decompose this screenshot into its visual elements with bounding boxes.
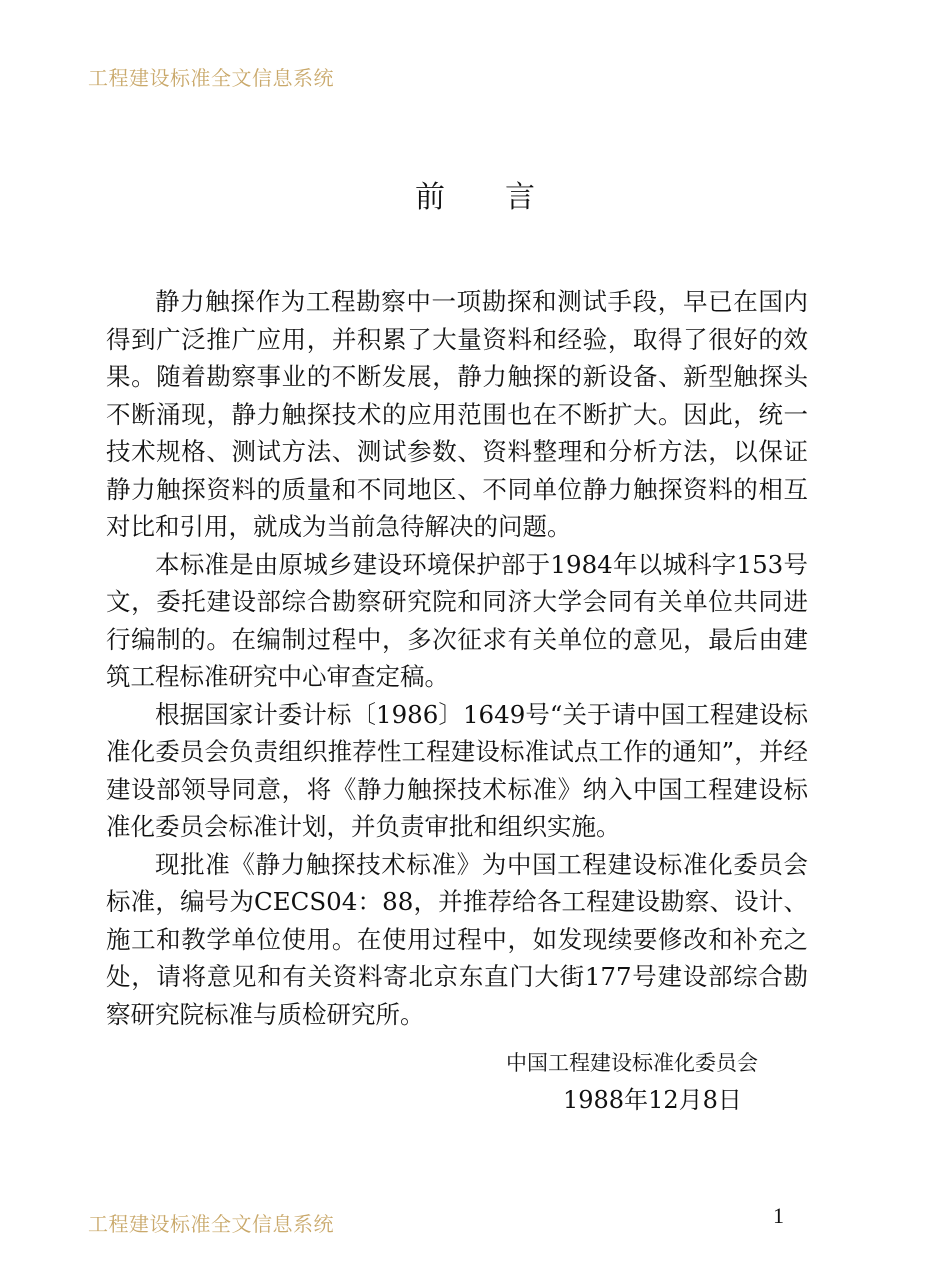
document-body [106,283,808,1033]
watermark-top: 工程建设标准全文信息系统 [88,66,334,90]
paragraph-4: 现批准《静力触探技术标准》为中国工程建设标准化委员会标准，编号为CECS04：88，并推荐给各工程建设勘察、设计、施工和教学单位使用。在使用过程中，如发现续要修改和补充之处，请将意见和有关资料寄北京东直门大街177号建设部综合勘察研究院标准与质检研究所。 [106,849,808,1029]
paragraph-1: 静力触探作为工程勘察中一项勘探和测试手段，早已在国内得到广泛推广应用，并积累了大量资料和经验，取得了很好的效果。随着勘察事业的不断发展，静力触探的新设备、新型触探头不断涌现，静力触探技术的应用范围也在不断扩大。因此，统一技术规格、测试方法、测试参数、资料整理和分析方法，以保证静力触探资料的质量和不同地区、不同单位静力触探资料的相互对比和引用，就成为当前急待解决的问题。 [106,287,808,541]
watermark-bottom: 工程建设标准全文信息系统 [88,1212,334,1236]
page-title: 前言 [415,180,595,215]
paragraph-2: 本标准是由原城乡建设环境保护部于1984年以城科字153号文，委托建设部综合勘察研究院和同济大学会同有关单位共同进行编制的。在编制过程中，多次征求有关单位的意见，最后由建筑工程标准研究中心审查定稿。 [106,549,808,691]
paragraph-3: 根据国家计委计标〔1986〕1649号“关于请中国工程建设标准化委员会负责组织推荐性工程建设标准试点工作的通知”，并经建设部领导同意，将《静力触探技术标准》纳入中国工程建设标准化委员会标准计划，并负责审批和组织实施。 [106,699,808,841]
signature-date: 1988年12月8日 [563,1086,742,1114]
page-number: 1 [773,1203,784,1228]
signature-organization: 中国工程建设标准化委员会 [506,1051,758,1075]
